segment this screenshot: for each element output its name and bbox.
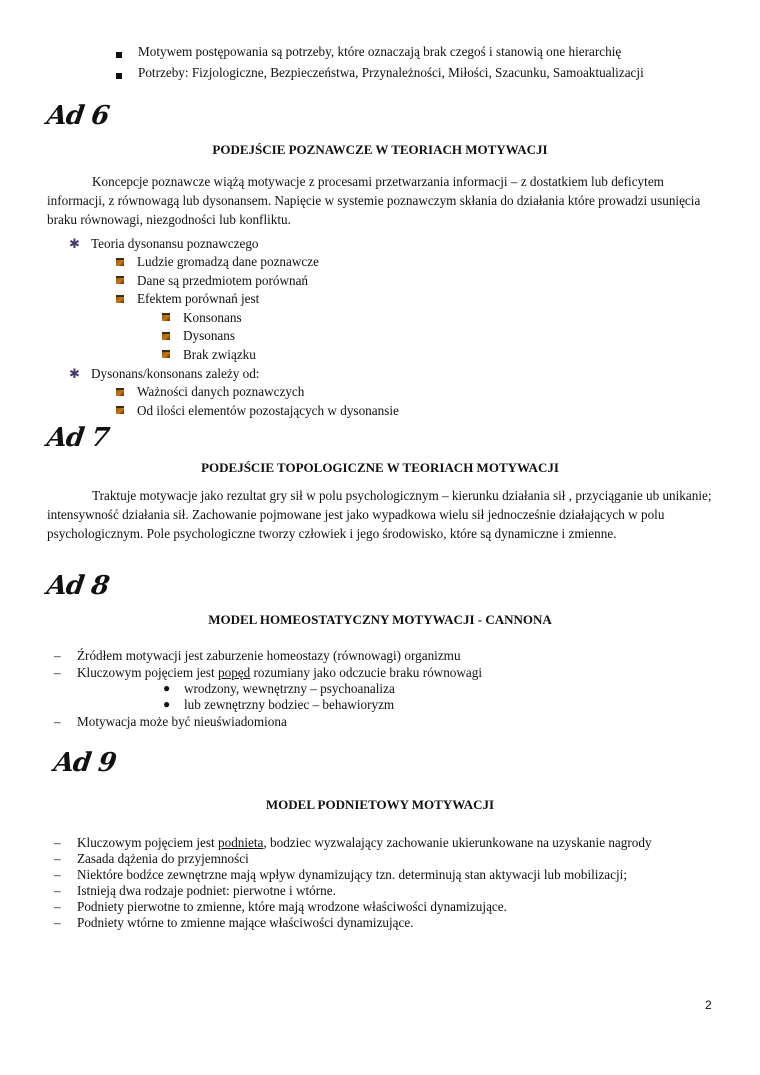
ad6-heading: PODEJŚCIE POZNAWCZE W TEORIACH MOTYWACJI	[212, 142, 548, 157]
ad6-item: Od ilości elementów pozostających w dysonansie	[137, 403, 399, 418]
ad9-item-1-underlined: podnieta	[218, 835, 264, 850]
ad9-item-1-post: , bodziec wyzwalający zachowanie ukierunkowane na uzyskanie nagrody	[263, 835, 652, 850]
ad9-item: Niektóre bodźce zewnętrzne mają wpływ dynamizujący tzn. determinują stan aktywacji lub mobilizacji;	[77, 867, 628, 882]
intro-bullet-1: Motywem postępowania są potrzeby, które oznaczają brak czegoś i stanowią one hierarchię	[138, 44, 622, 59]
bullet-square-icon	[116, 67, 122, 83]
ad8-item-3: Motywacja może być nieuświadomiona	[77, 714, 287, 729]
ad9-item-1	[77, 835, 652, 851]
dash-bullet: –	[54, 851, 61, 866]
ad9-item: Podniety pierwotne to zmienne, które mają wrodzone właściwości dynamizujące.	[77, 899, 507, 914]
dash-bullet: –	[54, 899, 61, 914]
dot-bullet: ●	[163, 697, 171, 711]
square-bullet-icon	[116, 276, 124, 284]
ad6-paragraph: Koncepcje poznawcze wiążą motywacje z procesami przetwarzania informacji – z dostatkiem lub deficytem informacji, z równowagą lub dysonansem. Napięcie w systemie poznawczym skłania do działania które prowadzi usunięcia braku równowagi, niezgodności lub konfliktu.	[47, 174, 701, 227]
ad9-item-1-pre: Kluczowym pojęciem jest	[77, 835, 218, 850]
ad7-label: Ad 7	[44, 423, 111, 453]
star-bullet-icon: ✱	[69, 236, 80, 251]
star-bullet-icon: ✱	[69, 366, 80, 381]
dash-bullet: –	[54, 648, 61, 663]
ad6-item: Efektem porównań jest	[137, 291, 260, 306]
bullet-square-icon	[116, 46, 122, 62]
ad8-item-2	[77, 665, 482, 681]
square-bullet-icon	[162, 313, 170, 321]
ad6-item: Teoria dysonansu poznawczego	[91, 236, 259, 251]
dot-bullet: ●	[163, 681, 171, 695]
ad8-item-2-underlined: popęd	[218, 665, 251, 680]
ad8-item-2-post: rozumiany jako odczucie braku równowagi	[250, 665, 483, 680]
ad6-label: Ad 6	[44, 101, 111, 131]
ad6-item: Brak związku	[183, 347, 256, 362]
square-bullet-icon	[162, 350, 170, 358]
ad7-heading: PODEJŚCIE TOPOLOGICZNE W TEORIACH MOTYWACJI	[201, 460, 559, 475]
square-bullet-icon	[162, 332, 170, 340]
ad8-item-2-pre: Kluczowym pojęciem jest	[77, 665, 218, 680]
ad7-paragraph: Traktuje motywacje jako rezultat gry sił w polu psychologicznym – kierunku działania sił , przyciąganie ub unikanie; intensywność działania sił. Zachowanie pojmowane jest jako wypadkowa wielu sił jednocześnie działających w polu psychologicznym. Pole psychologiczne tworzy człowiek i jego środowisko, które są dynamiczne i zmienne.	[47, 488, 712, 541]
ad8-heading: MODEL HOMEOSTATYCZNY MOTYWACJI - CANNONA	[208, 612, 552, 627]
ad6-item: Dysonans	[183, 328, 236, 343]
ad6-item: Ważności danych poznawczych	[137, 384, 305, 399]
ad8-label: Ad 8	[44, 571, 111, 601]
square-bullet-icon	[116, 388, 124, 396]
intro-bullet-2: Potrzeby: Fizjologiczne, Bezpieczeństwa, Przynależności, Miłości, Szacunku, Samoaktualizacji	[138, 65, 644, 80]
dash-bullet: –	[54, 714, 61, 729]
ad6-item: Dysonans/konsonans zależy od:	[91, 366, 260, 381]
ad9-heading: MODEL PODNIETOWY MOTYWACJI	[265, 797, 495, 812]
ad6-item: Konsonans	[183, 310, 242, 325]
ad9-label: Ad 9	[51, 748, 118, 778]
square-bullet-icon	[116, 406, 124, 414]
page-number: 2	[705, 998, 712, 1012]
ad8-sub-1: wrodzony, wewnętrzny – psychoanaliza	[184, 681, 395, 696]
dash-bullet: –	[54, 835, 61, 850]
dash-bullet: –	[54, 867, 61, 882]
ad6-item: Dane są przedmiotem porównań	[137, 273, 309, 288]
square-bullet-icon	[116, 295, 124, 303]
dash-bullet: –	[54, 665, 61, 680]
dash-bullet: –	[54, 915, 61, 930]
ad9-item: Istnieją dwa rodzaje podniet: pierwotne i wtórne.	[77, 883, 336, 898]
square-bullet-icon	[116, 258, 124, 266]
ad6-item: Ludzie gromadzą dane poznawcze	[137, 254, 319, 269]
ad8-sub-2: lub zewnętrzny bodziec – behawioryzm	[184, 697, 395, 712]
ad8-item-1: Źródłem motywacji jest zaburzenie homeostazy (równowagi) organizmu	[77, 648, 461, 663]
ad9-item: Zasada dążenia do przyjemności	[77, 851, 249, 866]
ad9-item: Podniety wtórne to zmienne mające właściwości dynamizujące.	[77, 915, 414, 930]
dash-bullet: –	[54, 883, 61, 898]
